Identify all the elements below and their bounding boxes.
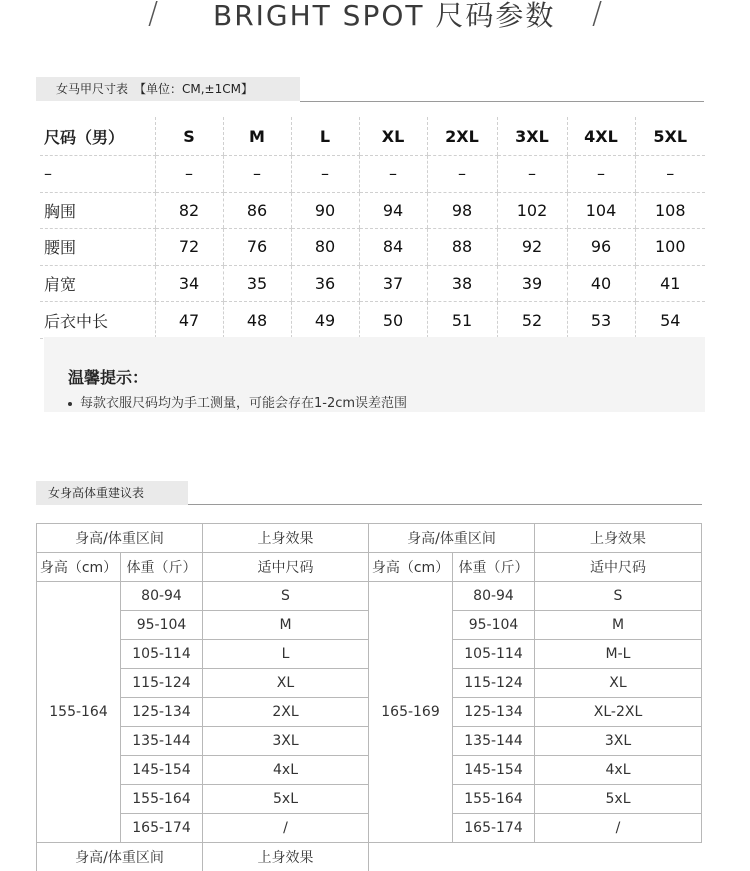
table-cell: 94 [359, 192, 427, 229]
size-cell: S [203, 582, 369, 611]
size-cell: 2XL [203, 698, 369, 727]
size-section-divider [300, 101, 704, 102]
sub-header: 适中尺码 [535, 553, 702, 582]
sub-header: 体重（斤） [121, 553, 203, 582]
table-cell: 52 [497, 302, 567, 339]
size-section-tab: 女马甲尺寸表 【单位：CM,±1CM】 [36, 77, 300, 101]
column-header: 3XL [497, 117, 567, 156]
group-header: 上身效果 [203, 843, 369, 871]
table-cell: 37 [359, 265, 427, 302]
tip-text: 每款衣服尺码均为手工测量，可能会存在1-2cm误差范围 [80, 396, 407, 411]
table-cell: – [291, 156, 359, 193]
table-cell: 96 [567, 229, 635, 266]
size-chart-table [40, 117, 705, 339]
table-cell: 90 [291, 192, 359, 229]
rec-section-divider [188, 504, 702, 505]
table-cell: – [223, 156, 291, 193]
column-header: 4XL [567, 117, 635, 156]
weight-cell: 115-124 [121, 669, 203, 698]
group-header: 身高/体重区间 [37, 843, 203, 871]
table-cell: 腰围 [40, 229, 155, 266]
sub-header: 身高（cm） [37, 553, 121, 582]
size-cell: M [203, 611, 369, 640]
size-cell: 5xL [203, 785, 369, 814]
table-row [40, 156, 705, 193]
table-cell: 35 [223, 265, 291, 302]
page-header [0, 0, 750, 34]
height-weight-table [36, 523, 702, 871]
empty-cell [369, 843, 702, 871]
weight-cell: 165-174 [453, 814, 535, 843]
table-cell: 41 [635, 265, 705, 302]
weight-cell: 145-154 [121, 756, 203, 785]
column-header: 5XL [635, 117, 705, 156]
header-slash-left: / [148, 0, 158, 31]
header-slash-right: / [592, 0, 602, 31]
table-cell: 38 [427, 265, 497, 302]
table-group-header-row [37, 843, 702, 871]
sub-header: 适中尺码 [203, 553, 369, 582]
table-cell: 108 [635, 192, 705, 229]
table-cell: – [359, 156, 427, 193]
page-title: BRIGHT SPOT 尺码参数 [213, 0, 555, 34]
weight-cell: 155-164 [121, 785, 203, 814]
column-header: 尺码（男） [40, 117, 155, 156]
bullet-icon [68, 402, 72, 406]
table-row [40, 302, 705, 339]
table-row [40, 229, 705, 266]
weight-cell: 80-94 [121, 582, 203, 611]
table-cell: – [635, 156, 705, 193]
size-cell: 3XL [203, 727, 369, 756]
table-group-header-row [37, 524, 702, 553]
size-cell: / [535, 814, 702, 843]
size-chart-header-row [40, 117, 705, 156]
size-cell: 4xL [203, 756, 369, 785]
table-cell: 胸围 [40, 192, 155, 229]
sub-header: 体重（斤） [453, 553, 535, 582]
table-cell: 34 [155, 265, 223, 302]
weight-cell: 135-144 [121, 727, 203, 756]
table-cell: 82 [155, 192, 223, 229]
table-cell: 51 [427, 302, 497, 339]
table-cell: – [427, 156, 497, 193]
table-row [37, 582, 702, 611]
weight-cell: 125-134 [121, 698, 203, 727]
table-cell: 54 [635, 302, 705, 339]
weight-cell: 125-134 [453, 698, 535, 727]
column-header: 2XL [427, 117, 497, 156]
group-header: 上身效果 [203, 524, 369, 553]
table-cell: 86 [223, 192, 291, 229]
table-cell: – [497, 156, 567, 193]
column-header: M [223, 117, 291, 156]
weight-cell: 105-114 [453, 640, 535, 669]
table-cell: 88 [427, 229, 497, 266]
table-cell: 98 [427, 192, 497, 229]
group-header: 上身效果 [535, 524, 702, 553]
tip-list-item [68, 392, 407, 411]
table-cell: – [567, 156, 635, 193]
table-cell: 后衣中长 [40, 302, 155, 339]
size-cell: XL [203, 669, 369, 698]
table-cell: 49 [291, 302, 359, 339]
weight-cell: 105-114 [121, 640, 203, 669]
table-row [40, 192, 705, 229]
size-cell: 3XL [535, 727, 702, 756]
table-cell: 肩宽 [40, 265, 155, 302]
column-header: L [291, 117, 359, 156]
height-range-cell: 165-169 [369, 582, 453, 843]
table-cell: 76 [223, 229, 291, 266]
group-header: 身高/体重区间 [369, 524, 535, 553]
table-cell: 36 [291, 265, 359, 302]
table-cell: 47 [155, 302, 223, 339]
table-cell: 102 [497, 192, 567, 229]
table-cell: 48 [223, 302, 291, 339]
size-cell: XL [535, 669, 702, 698]
table-cell: – [155, 156, 223, 193]
table-cell: – [40, 156, 155, 193]
sub-header: 身高（cm） [369, 553, 453, 582]
weight-cell: 135-144 [453, 727, 535, 756]
rec-section-tab: 女身高体重建议表 [36, 481, 188, 505]
table-cell: 72 [155, 229, 223, 266]
table-cell: 100 [635, 229, 705, 266]
tip-title: 温馨提示： [68, 365, 148, 388]
weight-cell: 155-164 [453, 785, 535, 814]
column-header: S [155, 117, 223, 156]
size-cell: 5xL [535, 785, 702, 814]
weight-cell: 80-94 [453, 582, 535, 611]
table-cell: 80 [291, 229, 359, 266]
size-cell: S [535, 582, 702, 611]
table-sub-header-row [37, 553, 702, 582]
group-header: 身高/体重区间 [37, 524, 203, 553]
table-cell: 50 [359, 302, 427, 339]
size-cell: 4xL [535, 756, 702, 785]
table-cell: 39 [497, 265, 567, 302]
size-cell: L [203, 640, 369, 669]
weight-cell: 95-104 [121, 611, 203, 640]
table-cell: 84 [359, 229, 427, 266]
table-row [40, 265, 705, 302]
table-cell: 53 [567, 302, 635, 339]
table-cell: 104 [567, 192, 635, 229]
weight-cell: 95-104 [453, 611, 535, 640]
size-cell: M [535, 611, 702, 640]
weight-cell: 115-124 [453, 669, 535, 698]
weight-cell: 145-154 [453, 756, 535, 785]
table-cell: 92 [497, 229, 567, 266]
table-cell: 40 [567, 265, 635, 302]
height-range-cell: 155-164 [37, 582, 121, 843]
size-cell: / [203, 814, 369, 843]
size-cell: M-L [535, 640, 702, 669]
weight-cell: 165-174 [121, 814, 203, 843]
tip-box [44, 337, 705, 412]
column-header: XL [359, 117, 427, 156]
size-cell: XL-2XL [535, 698, 702, 727]
